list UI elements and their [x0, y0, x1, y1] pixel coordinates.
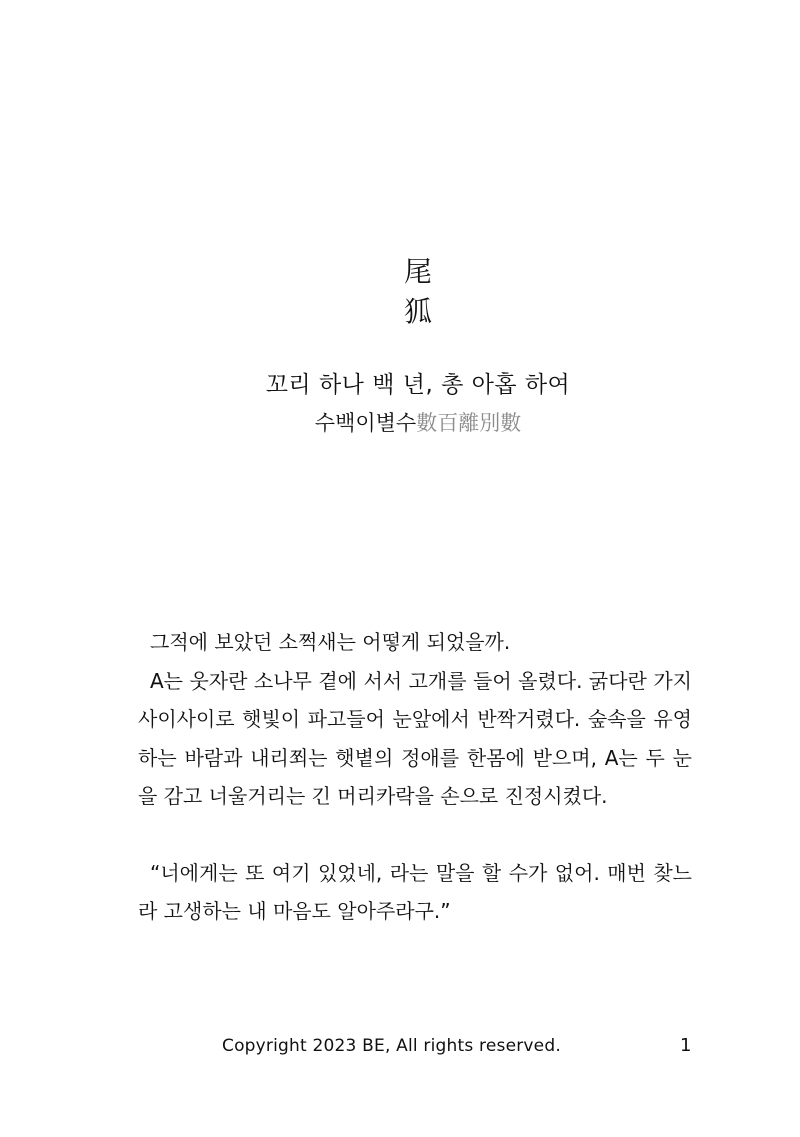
subtitle-line-1: 꼬리 하나 백 년, 총 아홉 하여: [265, 372, 571, 398]
body-text: [138, 623, 692, 931]
paragraph: 그적에 보았던 소쩍새는 어떻게 되었을까.: [150, 630, 511, 654]
paragraph: A는 웃자란 소나무 곁에 서서 고개를 들어 올렸다. 굵다란 가지 사이사이로 햇빛이 파고들어 눈앞에서 반짝거렸다. 숲속을 유영하는 바람과 내리쬐는 햇볕의 정애를 한몸에 받으며, A는 두 눈을 감고 너울거리는 긴 머리카락을 손으로 진정시켰다.: [138, 668, 692, 808]
subtitle-hanja: 數百離別數: [416, 411, 522, 435]
subtitle-hangul: 수백이별수: [314, 411, 417, 435]
title-char-fox: 狐: [403, 295, 432, 328]
paragraph-spacer: [138, 816, 692, 854]
page-number: 1: [680, 1035, 692, 1056]
subtitle-line-2: [0, 408, 800, 438]
copyright-notice: Copyright 2023 BE, All rights reserved.: [222, 1036, 561, 1056]
title-char-tail: 尾: [403, 255, 432, 288]
dialogue-quote: “너에게는 또 여기 있었네, 라는 말을 할 수가 없어. 매번 찾느라 고생하는 내 마음도 알아주라구.”: [138, 860, 692, 923]
